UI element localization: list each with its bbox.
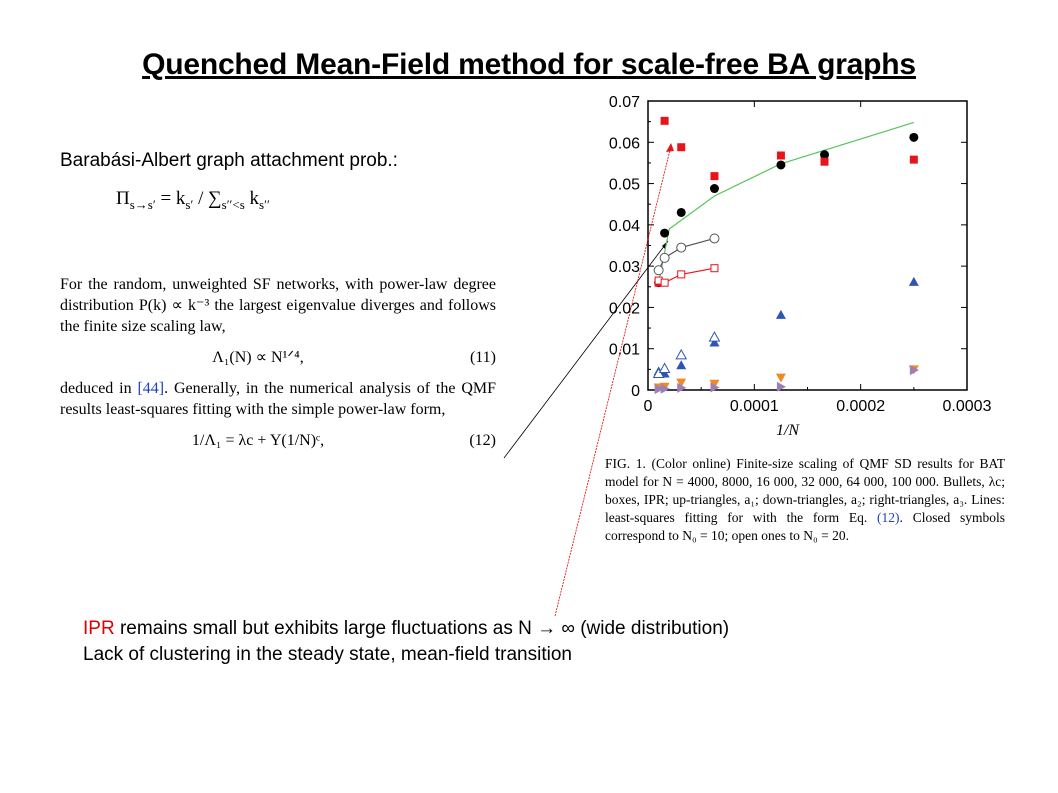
ipr-open-point: [711, 265, 718, 272]
ipr-point: [821, 158, 829, 166]
slide-title: Quenched Mean-Field method for scale-free BA graphs: [142, 48, 916, 81]
x-axis-label: 1/N: [775, 422, 800, 439]
plot-frame: [648, 101, 967, 390]
note-line-1-text: remains small but exhibits large fluctuations as N → ∞ (wide distribution): [114, 618, 730, 639]
note-ipr: IPR: [83, 618, 115, 639]
ipr-point: [677, 143, 685, 151]
data-points: [654, 117, 919, 394]
formula-pi: Π: [116, 188, 130, 209]
citation-link[interactable]: [44]: [137, 380, 165, 397]
excerpt-p2-start: deduced in: [60, 380, 138, 397]
equation-12-body: 1/Λ₁ = λc + Y(1/N)ᶜ,: [191, 432, 325, 449]
formula-pi-sub: s→s′: [129, 196, 156, 212]
ipr-point: [910, 156, 918, 164]
formula-sum: / ∑: [193, 188, 222, 209]
x-tick-label: 0.0002: [836, 398, 886, 415]
equation-12-number: (12): [469, 432, 496, 449]
lambda-c-point: [909, 133, 918, 142]
ipr-open-point: [678, 271, 685, 278]
y-tick-label: 0: [631, 383, 640, 400]
y-tick-label: 0.01: [608, 341, 640, 359]
x-tick-label: 0.0003: [942, 398, 992, 415]
lambda-c-open-point: [710, 234, 719, 243]
lambda-c-point: [776, 160, 785, 169]
fit-lines: [659, 122, 914, 282]
a1-open-point: [676, 350, 686, 359]
annotation-line-red: [555, 146, 671, 616]
formula-sum-sub: s′′<s: [221, 196, 245, 212]
lambda-c-point: [710, 184, 719, 193]
caption-eq-ref[interactable]: (12): [877, 510, 900, 525]
note-line-2: Lack of clustering in the steady state, mean-field transition: [83, 644, 572, 665]
y-tick-label: 0.04: [608, 217, 640, 235]
formula-k-sub: s′: [185, 196, 194, 212]
formula-end: k: [244, 188, 260, 209]
a1-point: [776, 310, 786, 319]
a2-point: [776, 374, 786, 383]
lambda-c-open-point: [660, 253, 669, 262]
a1-open-point: [660, 364, 670, 373]
caption-text-start: FIG. 1. (Color online) Finite-size scaling of QMF SD results for BAT model for N = 4000, 8000, 16 000, 32 000, 64 000, 100 000. Bullets, λc; boxes, IPR; up-triangles, a₁; down-triangles, a₂; right-triangles, a₃. Lines: least-squares fitting for with the form Eq.: [605, 456, 1005, 525]
lambda-c-open-point: [654, 266, 663, 275]
equation-11-body: Λ₁(N) ∝ N¹ᐟ⁴,: [212, 349, 304, 366]
caption-text-end: . Closed symbols correspond to N₀ = 10; open ones to N₀ = 20.: [605, 510, 1005, 543]
y-tick-label: 0.03: [608, 259, 640, 277]
formula-mid: = k: [155, 188, 186, 209]
lambda-c-point: [677, 208, 686, 217]
annotation-arrowhead-red: [666, 143, 674, 152]
excerpt-paragraph-1: For the random, unweighted SF networks, with power-law degree distribution P(k) ∝ k⁻³ the largest eigenvalue diverges and follows the finite size scaling law,: [60, 276, 496, 335]
y-tick-label: 0.06: [608, 135, 640, 153]
ipr-point: [661, 117, 669, 125]
lambda-c-open-point: [677, 243, 686, 252]
ipr-point: [777, 151, 785, 159]
fit-line: [659, 122, 914, 282]
excerpt-p2-end: . Generally, in the numerical analysis of the QMF results least-squares fitting with the simple power-law form,: [60, 380, 496, 418]
equation-11-number: (11): [469, 349, 496, 366]
x-tick-label: 0: [643, 398, 653, 415]
intro-text: Barabási-Albert graph attachment prob.:: [60, 150, 398, 171]
a1-open-point: [709, 332, 719, 341]
lambda-c-point: [660, 229, 669, 238]
x-tick-label: 0.0001: [729, 398, 779, 415]
note-line-1: [83, 616, 729, 642]
ipr-open-point: [661, 279, 668, 286]
y-tick-label: 0.05: [608, 176, 640, 194]
notes: [83, 616, 729, 668]
a1-point: [909, 277, 919, 286]
annotation-line-black: [504, 241, 668, 458]
ipr-point: [710, 172, 718, 180]
figure-caption: [605, 455, 1005, 545]
chart-frame: [648, 101, 967, 390]
a1-point: [676, 360, 686, 369]
formula-end-sub: s′′: [259, 196, 270, 212]
y-tick-label: 0.02: [608, 300, 640, 318]
y-tick-label: 0.07: [608, 94, 640, 111]
